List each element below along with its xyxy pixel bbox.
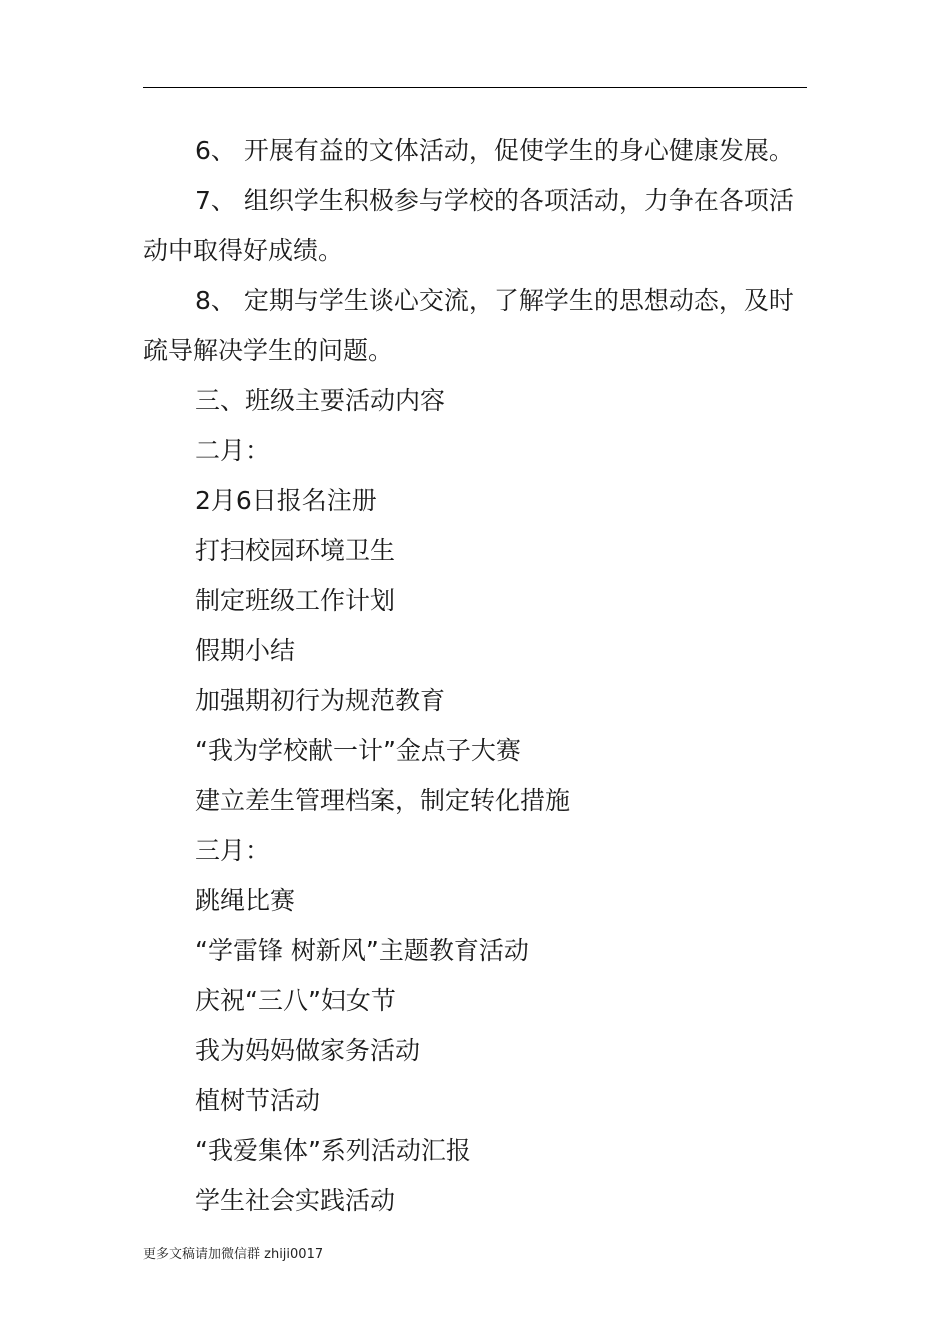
section-heading: 三、班级主要活动内容 (195, 386, 446, 415)
paragraph-item-8: 8、 定期与学生谈心交流，了解学生的思想动态，及时疏导解决学生的问题。 (143, 286, 794, 365)
activity-line: 跳绳比赛 (195, 886, 296, 915)
paragraph-item-6: 6、 开展有益的文体活动，促使学生的身心健康发展。 (195, 136, 794, 165)
activity-line: “我为学校献一计”金点子大赛 (195, 736, 521, 765)
activity-line: 制定班级工作计划 (195, 586, 396, 615)
activity-line: 假期小结 (195, 636, 296, 665)
page-footer: 更多文稿请加微信群 zhiji0017 (143, 1247, 324, 1262)
activity-line: 建立差生管理档案，制定转化措施 (195, 786, 571, 815)
activity-line: 我为妈妈做家务活动 (195, 1036, 421, 1065)
document-body (143, 126, 807, 1226)
header-rule (143, 87, 807, 88)
activity-line: 2月6日报名注册 (195, 486, 377, 515)
activity-line: 学生社会实践活动 (195, 1186, 396, 1215)
activity-line: 庆祝“三八”妇女节 (195, 986, 396, 1015)
month-heading-march: 三月： (195, 836, 271, 865)
activity-line: “学雷锋 树新风”主题教育活动 (195, 936, 529, 965)
activity-line: “我爱集体”系列活动汇报 (195, 1136, 471, 1165)
activity-line: 打扫校园环境卫生 (195, 536, 396, 565)
month-heading-february: 二月： (195, 436, 271, 465)
activity-line: 植树节活动 (195, 1086, 321, 1115)
activity-line: 加强期初行为规范教育 (195, 686, 446, 715)
paragraph-item-7: 7、 组织学生积极参与学校的各项活动，力争在各项活动中取得好成绩。 (143, 186, 794, 265)
